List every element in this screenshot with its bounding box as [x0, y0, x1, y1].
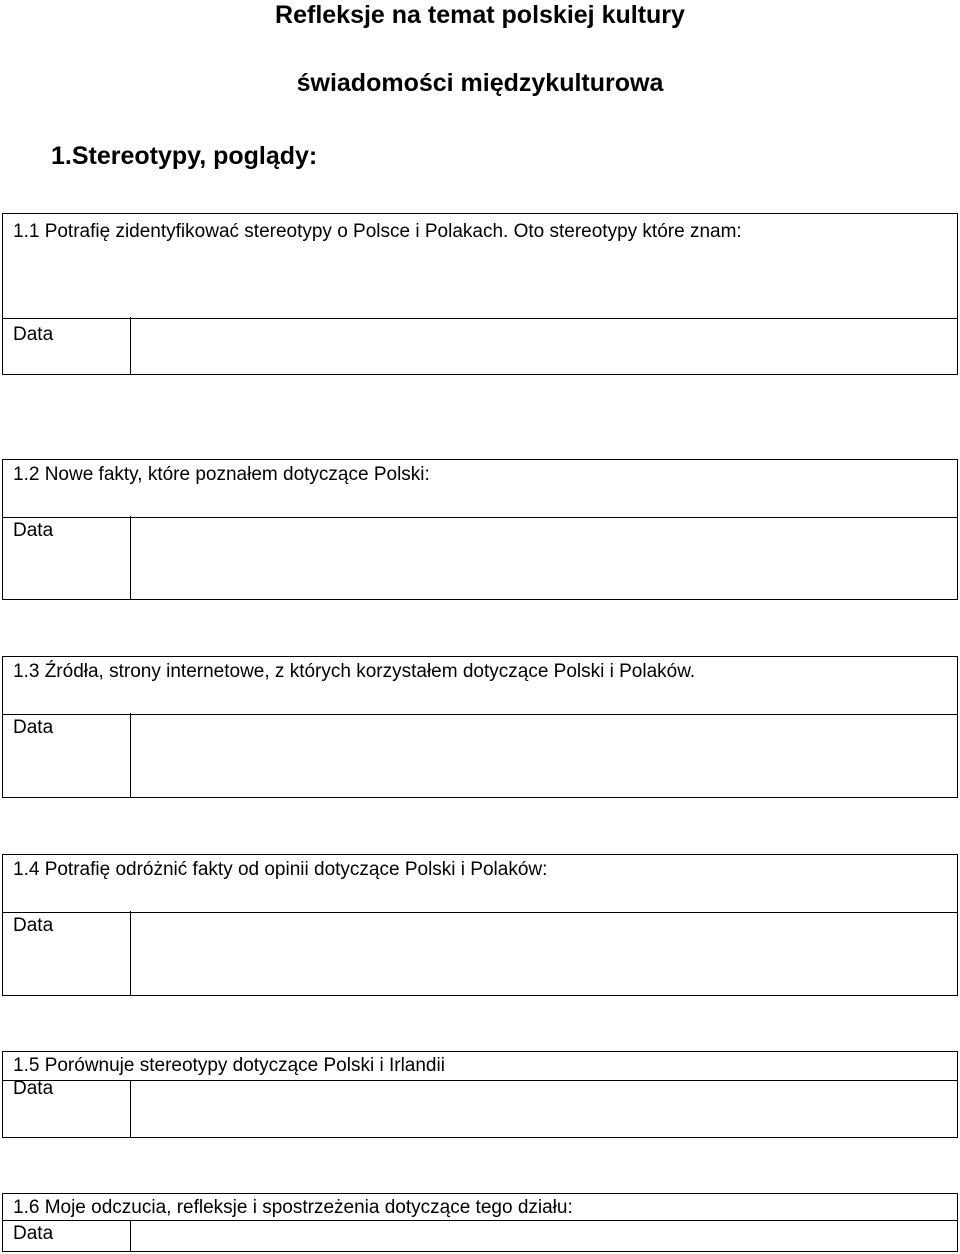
date-cell[interactable]	[3, 713, 131, 797]
answer-row	[3, 713, 957, 797]
question-text: 1.1 Potrafię zidentyfikować stereotypy o Polsce i Polakach. Oto stereotypy które znam:	[3, 214, 957, 319]
answer-field[interactable]	[131, 516, 957, 599]
question-text: 1.5 Porównuje stereotypy dotyczące Polski i Irlandii	[13, 1055, 445, 1076]
date-label: Data	[13, 520, 54, 541]
question-block-1-4	[2, 854, 958, 996]
answer-field[interactable]	[131, 1081, 957, 1137]
question-block-1-3	[2, 656, 958, 798]
date-label: Data	[13, 1223, 54, 1244]
question-text: 1.6 Moje odczucia, refleksje i spostrzeżenia dotyczące tego działu:	[13, 1197, 573, 1218]
date-label: Data	[13, 1078, 54, 1099]
question-text: 1.4 Potrafię odróżnić fakty od opinii dotyczące Polski i Polaków:	[3, 855, 957, 913]
answer-field[interactable]	[131, 1221, 957, 1251]
date-cell[interactable]	[3, 911, 131, 995]
section-heading: 1.Stereotypy, poglądy:	[51, 142, 318, 170]
answer-field[interactable]	[131, 317, 957, 374]
answer-row	[3, 516, 957, 599]
document-subtitle: świadomości międzykulturowa	[296, 69, 664, 97]
date-cell[interactable]	[3, 1078, 131, 1137]
question-text: 1.3 Źródła, strony internetowe, z których korzystałem dotyczące Polski i Polaków.	[3, 657, 957, 715]
question-text: 1.2 Nowe fakty, które poznałem dotyczące Polski:	[3, 460, 957, 518]
question-block-1-6	[2, 1193, 958, 1252]
answer-row	[3, 911, 957, 995]
answer-row	[3, 1080, 957, 1137]
answer-row	[3, 1220, 957, 1251]
answer-row	[3, 317, 957, 374]
date-label: Data	[13, 717, 54, 738]
answer-field[interactable]	[131, 713, 957, 797]
date-label: Data	[13, 324, 54, 345]
date-cell[interactable]	[3, 317, 131, 374]
date-cell[interactable]	[3, 1221, 131, 1251]
answer-field[interactable]	[131, 911, 957, 995]
question-block-1-2	[2, 459, 958, 600]
date-cell[interactable]	[3, 516, 131, 599]
date-label: Data	[13, 915, 54, 936]
question-block-1-1	[2, 213, 958, 375]
question-block-1-5	[2, 1051, 958, 1138]
document-title: Refleksje na temat polskiej kultury	[275, 1, 685, 29]
